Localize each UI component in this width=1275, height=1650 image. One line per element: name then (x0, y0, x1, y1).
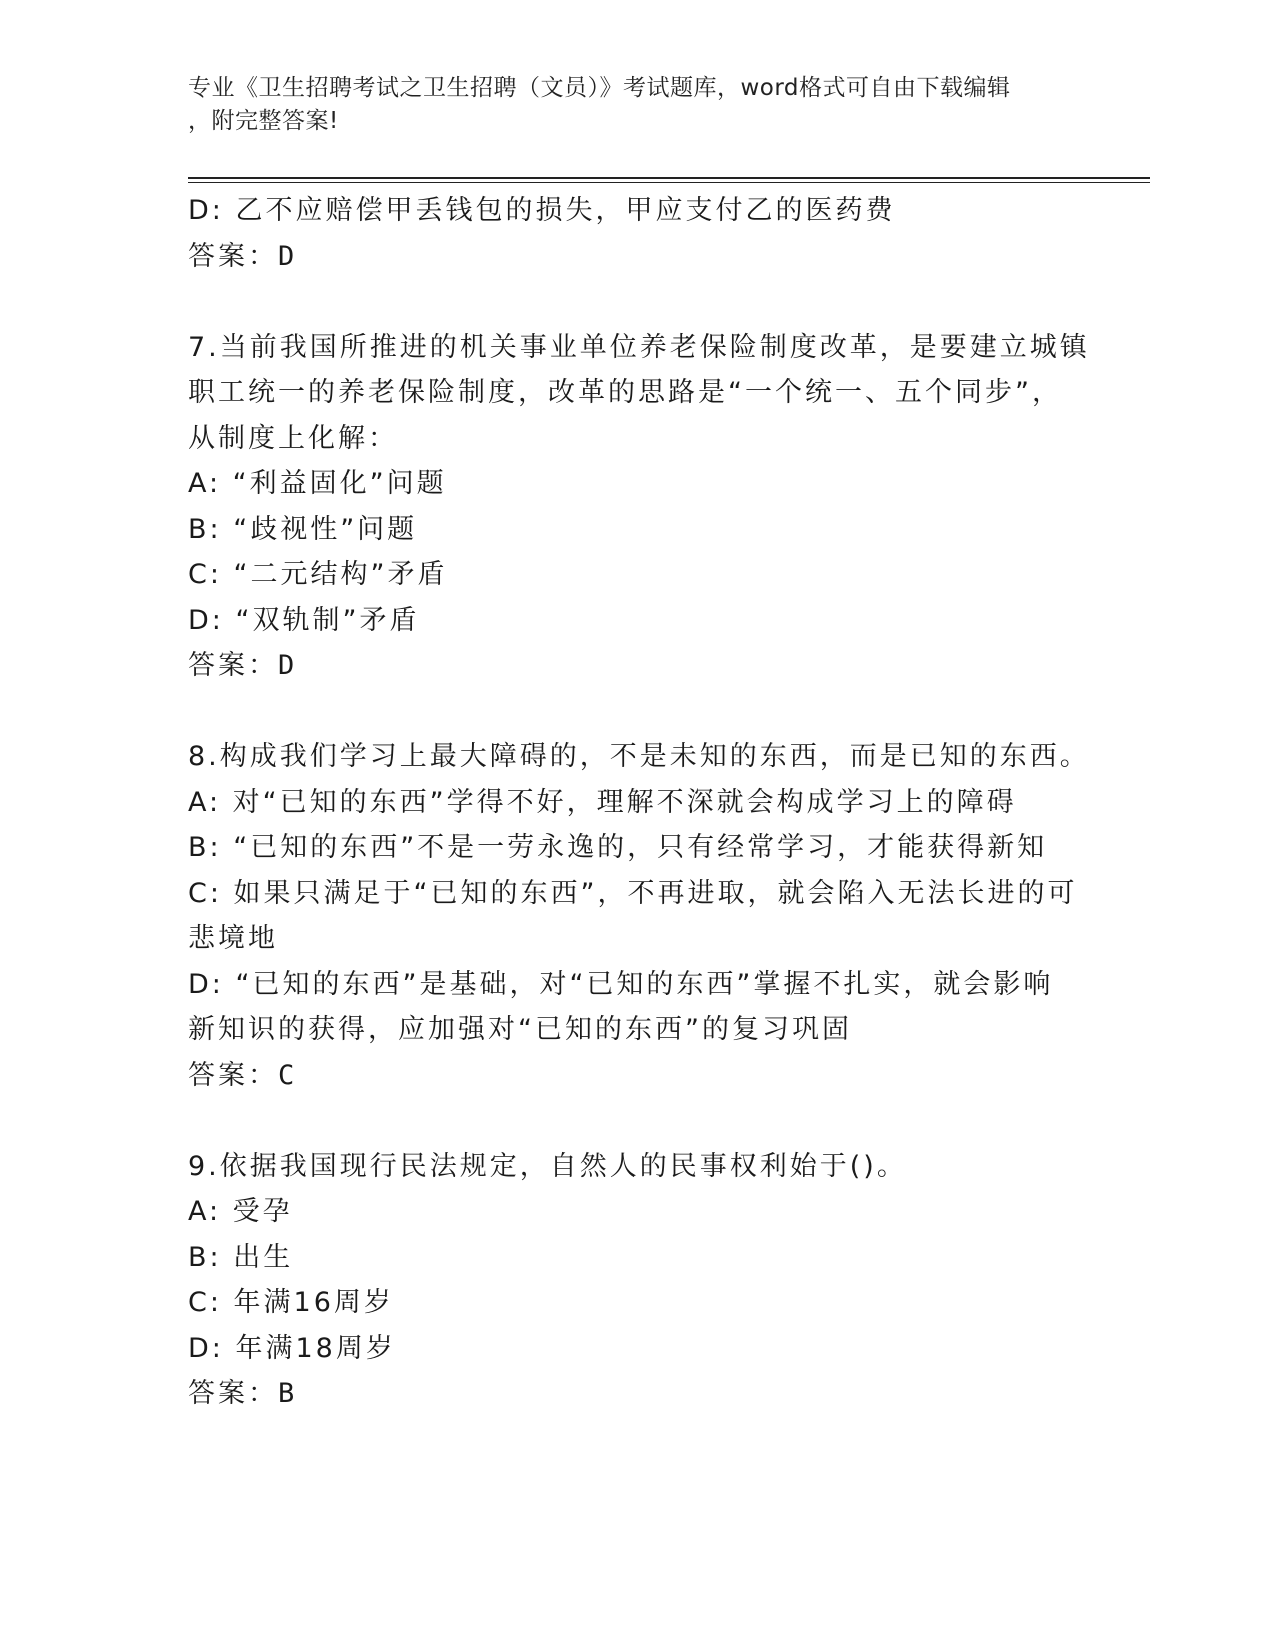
question-8 (188, 734, 1088, 1098)
answer-line: 答案：C (188, 1059, 298, 1091)
question-stem: 7.当前我国所推进的机关事业单位养老保险制度改革，是要建立城镇 (188, 331, 1090, 363)
document-header (188, 72, 1088, 138)
option-c: C: 如果只满足于“已知的东西”，不再进取，就会陷入无法长进的可 (188, 877, 1078, 909)
option-b: B: “已知的东西”不是一劳永逸的，只有经常学习，才能获得新知 (188, 832, 1048, 863)
option-a: A: “利益固化”问题 (188, 468, 447, 499)
option-c: C: 年满16周岁 (188, 1287, 394, 1318)
previous-question-tail (188, 188, 1088, 279)
header-line-2: ，附完整答案! (188, 108, 339, 134)
option-a: A: 受孕 (188, 1196, 293, 1227)
option-b: B: “歧视性”问题 (188, 513, 418, 545)
option-a: A: 对“已知的东西”学得不好，理解不深就会构成学习上的障碍 (188, 786, 1017, 818)
option-d-continued: 新知识的获得，应加强对“已知的东西”的复习巩固 (188, 1014, 852, 1045)
question-stem: 8.构成我们学习上最大障碍的，不是未知的东西，而是已知的东西。 (188, 741, 1090, 772)
header-divider-thin (188, 182, 1150, 183)
answer-line: 答案：B (188, 1378, 298, 1409)
question-stem: 从制度上化解： (188, 422, 398, 454)
header-divider-thick (188, 177, 1150, 179)
question-7 (188, 325, 1088, 689)
question-9 (188, 1144, 1088, 1417)
option-d: D: “双轨制”矛盾 (188, 604, 420, 636)
option-d: D: 乙不应赔偿甲丢钱包的损失，甲应支付乙的医药费 (188, 195, 896, 226)
option-c-continued: 悲境地 (188, 923, 278, 954)
question-stem: 职工统一的养老保险制度，改革的思路是“一个统一、五个同步”， (188, 377, 1062, 408)
option-d: D: 年满18周岁 (188, 1332, 396, 1364)
option-d: D: “已知的东西”是基础，对“已知的东西”掌握不扎实，就会影响 (188, 968, 1054, 1000)
option-b: B: 出生 (188, 1241, 294, 1273)
question-content (188, 188, 1088, 1417)
answer-line: 答案：D (188, 240, 298, 272)
option-c: C: “二元结构”矛盾 (188, 559, 448, 590)
header-line-1: 专业《卫生招聘考试之卫生招聘（文员）》考试题库，word格式可自由下载编辑 (188, 75, 1011, 101)
answer-line: 答案：D (188, 650, 298, 681)
question-stem: 9.依据我国现行民法规定，自然人的民事权利始于()。 (188, 1150, 907, 1182)
